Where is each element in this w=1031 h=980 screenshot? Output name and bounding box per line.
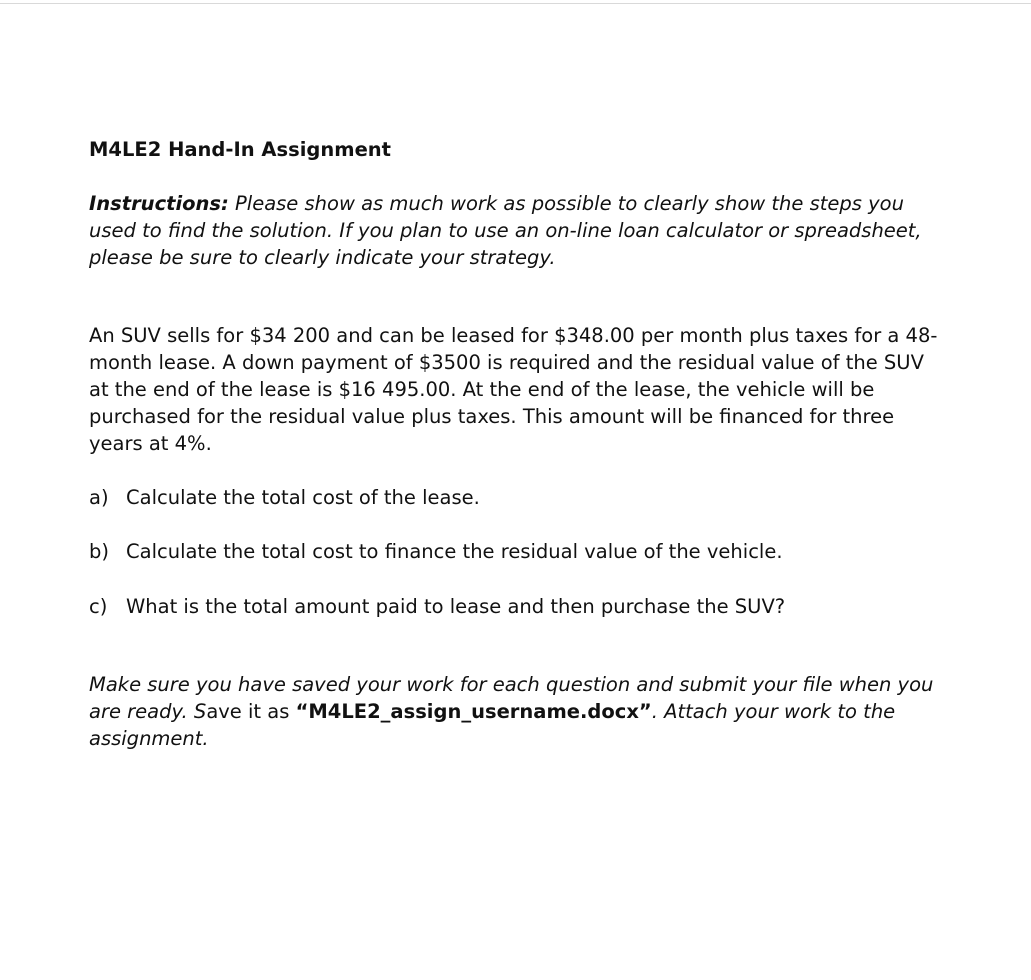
- instructions-text: Please show as much work as possible to clearly show the steps you used to find the solution. If you plan to use an on-line loan calculator or spreadsheet, please be sure to clearly indicate your strategy.: [89, 192, 922, 269]
- question-a-text: Calculate the total cost of the lease.: [126, 486, 480, 509]
- document-title: M4LE2 Hand-In Assignment: [89, 138, 391, 161]
- question-a: [89, 484, 480, 511]
- question-b: [89, 538, 783, 565]
- question-a-marker: a): [89, 486, 109, 509]
- closing-text-2: ave it as: [206, 700, 296, 723]
- closing-instructions: [89, 671, 949, 752]
- question-c-text: What is the total amount paid to lease and then purchase the SUV?: [126, 595, 786, 618]
- problem-statement: An SUV sells for $34 200 and can be leased for $348.00 per month plus taxes for a 48-month lease. A down payment of $3500 is required and the residual value of the SUV at the end of the lease is $16 495.00. At the end of the lease, the vehicle will be purchased for the residual value plus taxes. This amount will be financed for three years at 4%.: [89, 324, 938, 455]
- instructions-label: Instructions:: [89, 192, 229, 215]
- question-b-text: Calculate the total cost to finance the residual value of the vehicle.: [126, 540, 783, 563]
- submission-filename: “M4LE2_assign_username.docx”: [295, 700, 652, 723]
- question-c: [89, 593, 785, 620]
- closing-text-1: Make sure you have saved your work for each question and submit your file when you are ready. S: [89, 673, 934, 723]
- instructions-paragraph: [89, 190, 939, 271]
- closing-text-3: . Attach your work to the assignment.: [89, 700, 896, 750]
- question-b-marker: b): [89, 540, 109, 563]
- top-divider: [0, 3, 1031, 4]
- question-c-marker: c): [89, 595, 108, 618]
